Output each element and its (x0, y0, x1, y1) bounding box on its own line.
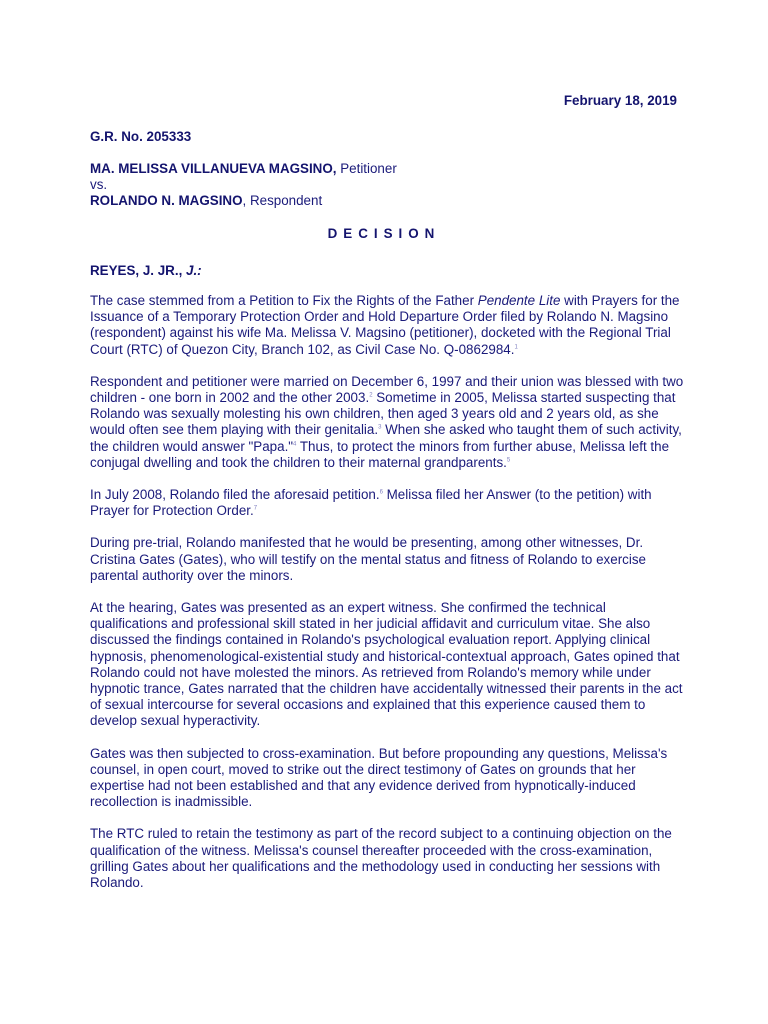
paragraph-text: The case stemmed from a Petition to Fix the Rights of the Father (90, 293, 478, 308)
paragraph-4: During pre-trial, Rolando manifested that he would be presenting, among other witnesses, Dr. Cristina Gates (Gates), who will testify on the mental status and fitness of Rolando to exercise parental authority over the minors. (90, 535, 646, 583)
paragraph-5: At the hearing, Gates was presented as an expert witness. She confirmed the technical qualifications and professional skill stated in her judicial affidavit and curriculum vitae. She also discussed the findings contained in Rolando's psychological evaluation report. Applying clinical hypnosis, phenomenological-existential study and historical-contextual approach, Gates opined that Rolando could not have molested the minors. As retrieved from Rolando's memory while under hypnotic trance, Gates narrated that the children have accidentally witnessed their parents in the act of sexual intercourse for several occasions and explained that this experience caused them to develop sexual hyperactivity. (90, 600, 683, 729)
petitioner-name: MA. MELISSA VILLANUEVA MAGSINO, (90, 161, 337, 176)
decision-date: February 18, 2019 (563, 93, 677, 108)
ponente-line (90, 263, 202, 279)
footnote-ref[interactable]: 1 (514, 344, 518, 351)
footnote-ref[interactable]: 6 (379, 489, 383, 496)
paragraph-1 (90, 293, 686, 358)
italic-term: Pendente Lite (477, 293, 561, 308)
respondent-role: , Respondent (242, 193, 323, 209)
petitioner-line (90, 161, 397, 177)
ponente-suffix: J.: (186, 263, 202, 278)
footnote-ref[interactable]: 3 (378, 424, 382, 431)
paragraph-text: Respondent and petitioner were married on December 6, 1997 and their union was blessed with two children - one born in 2002 and the other 2003. (90, 373, 684, 406)
ponente-name: REYES, J. JR., (90, 263, 187, 278)
paragraph-text: In July 2008, Rolando filed the aforesaid petition. (90, 487, 380, 503)
paragraph-text: Thus, to protect the minors from further abuse, Melissa left the conjugal dwelling and took the children to their maternal grandparents. (90, 438, 670, 470)
decision-heading: DECISION (327, 226, 441, 241)
footnote-ref[interactable]: 7 (253, 505, 258, 512)
paragraph-text: Melissa filed her Answer (to the petition) with Prayer for Protection Order. (90, 487, 652, 519)
footnote-ref[interactable]: 4 (293, 441, 297, 448)
paragraph-2 (90, 374, 686, 471)
case-number: G.R. No. 205333 (90, 129, 192, 144)
paragraph-text: with Prayers for the Issuance of a Temporary Protection Order and Hold Departure Order filed by Rolando N. Magsino (respondent) against his wife Ma. Melissa V. Magsino (petitioner), docketed with the Regional Trial Court (RTC) of Quezon City, Branch 102, as Civil Case No. Q-0862984. (90, 293, 680, 357)
decision-body (90, 293, 686, 907)
case-parties (90, 161, 397, 210)
paragraph-7: The RTC ruled to retain the testimony as part of the record subject to a continuing objection on the qualification of the witness. Melissa's counsel thereafter proceeded with the cross-examination, grilling Gates about her qualifications and the methodology used in conducting her sessions with Rolando. (90, 826, 672, 891)
respondent-name: ROLANDO N. MAGSINO (90, 193, 243, 209)
respondent-line (90, 193, 397, 209)
footnote-ref[interactable]: 5 (506, 457, 511, 464)
petitioner-role: Petitioner (336, 161, 397, 176)
paragraph-3 (90, 487, 686, 519)
paragraph-6: Gates was then subjected to cross-examination. But before propounding any questions, Melissa's counsel, in open court, moved to strike out the direct testimony of Gates on grounds that her expertise had not been established and that any evidence derived from hypnotically-induced recollection is inadmissible. (90, 745, 668, 810)
footnote-ref[interactable]: 2 (369, 392, 373, 399)
paragraph-text: When she asked who taught them of such activity, the children would answer "Papa." (90, 422, 682, 454)
versus-line: vs. (90, 177, 108, 193)
paragraph-text: Sometime in 2005, Melissa started suspecting that Rolando was sexually molesting his own children, then aged 3 years old and 2 years old, as she would often see them playing with their genitalia. (90, 390, 676, 438)
